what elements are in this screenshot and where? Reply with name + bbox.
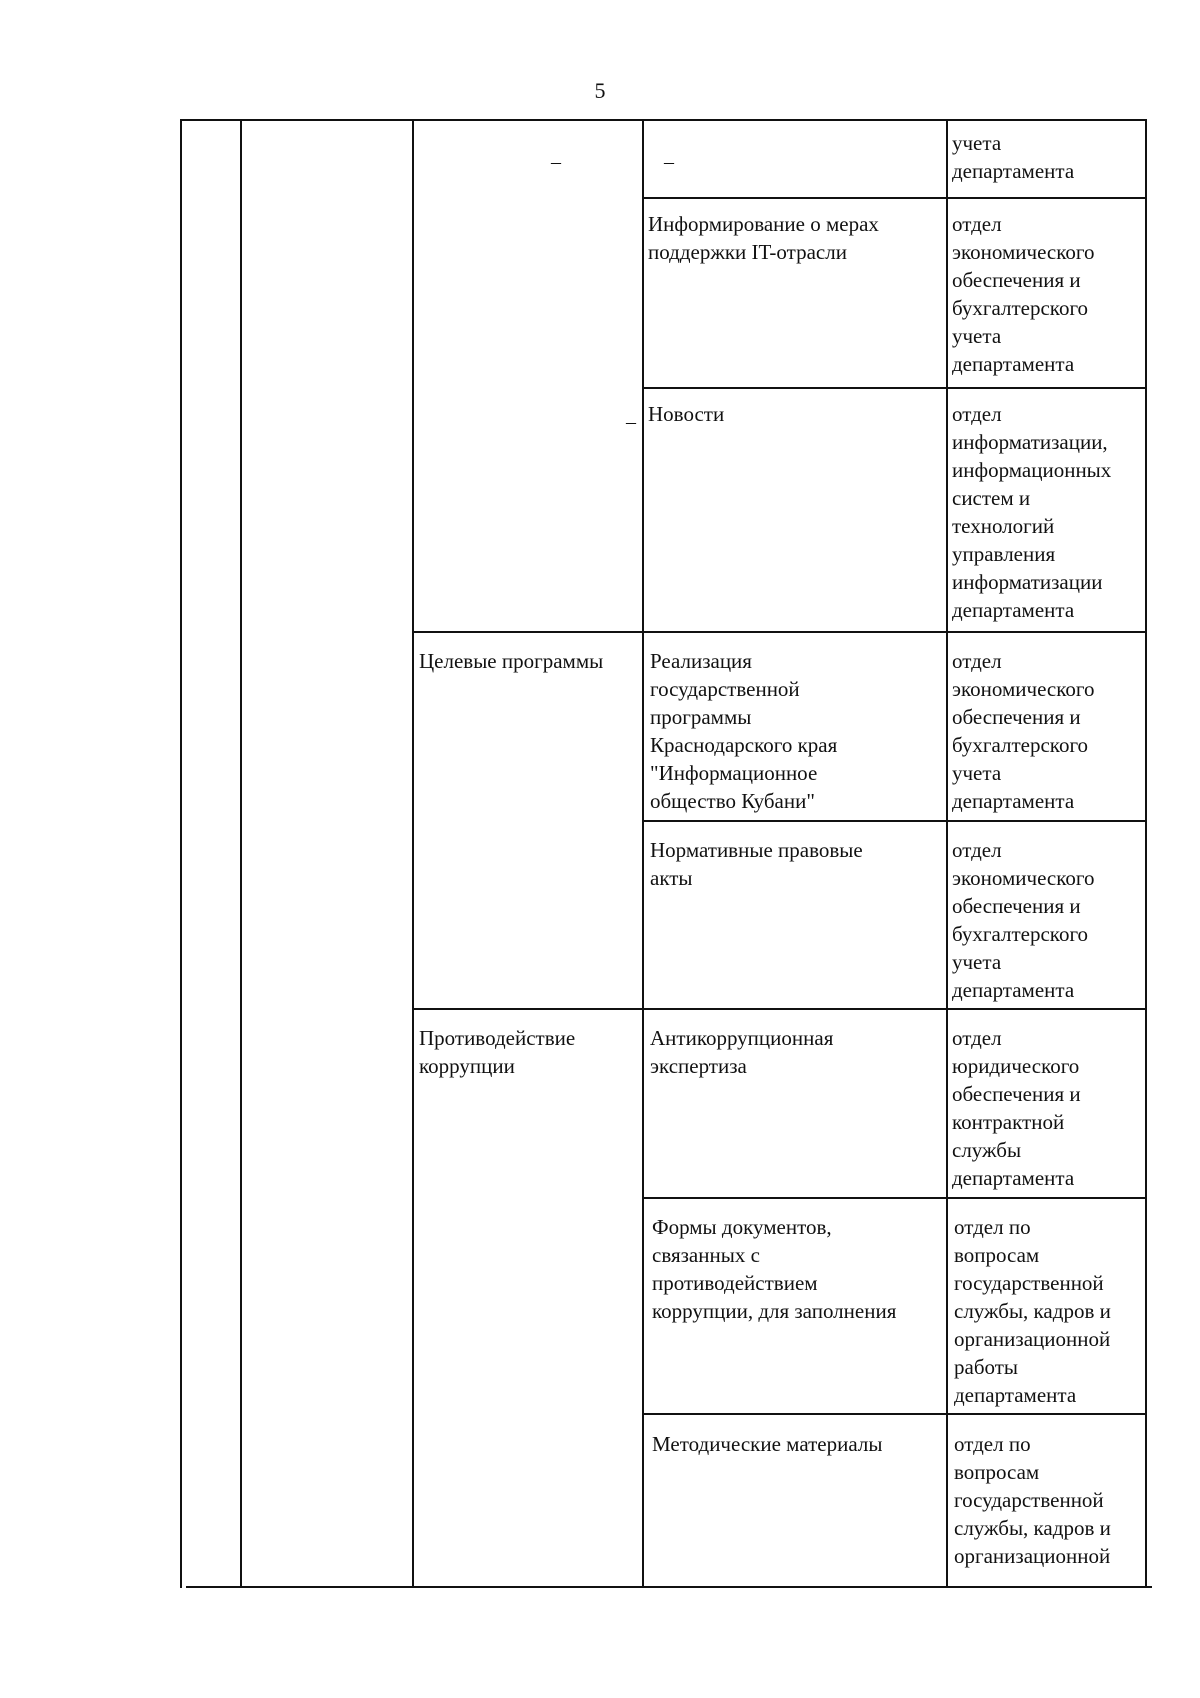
table-border-left (180, 119, 182, 1588)
table-border-bottom (186, 1586, 1152, 1588)
responsible-cell: отдел по вопросам государственной службы, кадров и организационной (954, 1432, 1111, 1568)
topic-cell: Информирование о мерах поддержки IT-отрасли (648, 212, 879, 264)
stray-dash-mark: – (551, 151, 561, 173)
row-divider (412, 631, 1147, 633)
section-cell: Противодействие коррупции (419, 1026, 576, 1078)
topic-cell: Антикоррупционная экспертиза (650, 1026, 834, 1078)
row-divider (642, 1197, 1147, 1199)
responsible-cell: отдел юридического обеспечения и контрактной службы департамента (952, 1026, 1081, 1190)
responsible-cell: отдел экономического обеспечения и бухгалтерского учета департамента (952, 649, 1095, 813)
topic-cell: Реализация государственной программы Краснодарского края "Информационное общество Кубани" (650, 649, 838, 813)
responsible-cell: отдел информатизации, информационных систем и технологий управления информатизации департамента (952, 402, 1112, 622)
responsible-cell: отдел экономического обеспечения и бухгалтерского учета департамента (952, 212, 1095, 376)
row-divider (642, 197, 1147, 199)
table-border-top (180, 119, 1145, 121)
topic-cell: Новости (648, 402, 725, 426)
responsible-cell: отдел по вопросам государственной службы, кадров и организационной работы департамента (954, 1215, 1111, 1407)
row-divider (642, 1413, 1147, 1415)
page-number: 5 (594, 78, 606, 103)
row-divider (642, 820, 1147, 822)
responsible-cell: учета департамента (952, 131, 1075, 183)
stray-dash-mark: – (664, 151, 674, 173)
responsible-cell: отдел экономического обеспечения и бухгалтерского учета департамента (952, 838, 1095, 1002)
row-divider (642, 387, 1147, 389)
section-cell: Целевые программы (419, 649, 604, 673)
table-border-right (1145, 119, 1147, 1588)
column-divider-4 (946, 119, 948, 1588)
row-divider (412, 1008, 1147, 1010)
column-divider-2 (412, 119, 414, 1588)
topic-cell: Методические материалы (652, 1432, 883, 1456)
column-divider-3 (642, 119, 644, 1588)
topic-cell: Формы документов, связанных с противодействием коррупции, для заполнения (652, 1215, 897, 1323)
stray-dash-mark: – (626, 411, 636, 433)
column-divider-1 (240, 119, 242, 1588)
topic-cell: Нормативные правовые акты (650, 838, 863, 890)
